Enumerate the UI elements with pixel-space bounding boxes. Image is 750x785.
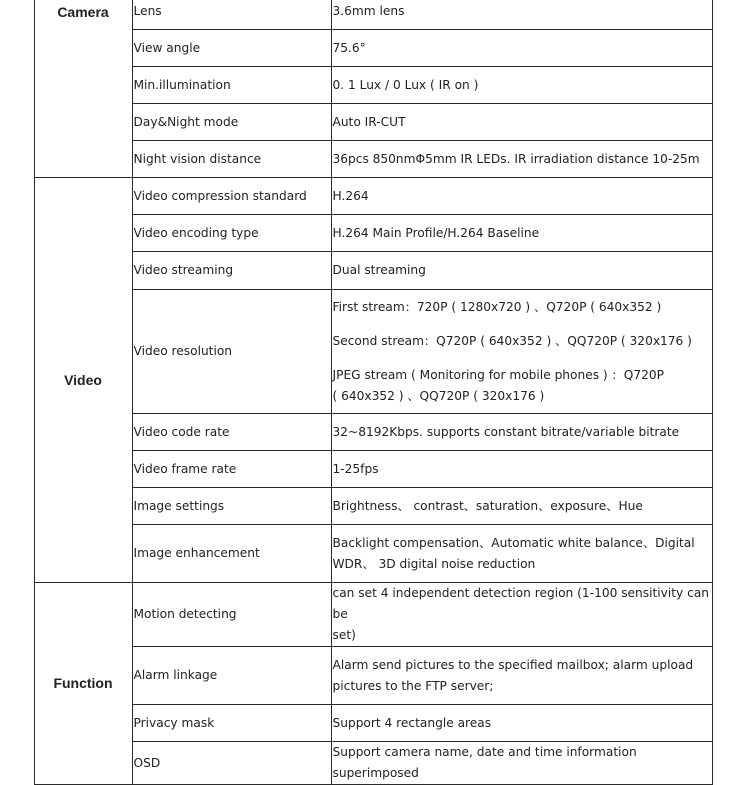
feature-label: Video encoding type [132, 215, 331, 252]
feature-label: Privacy mask [132, 705, 331, 742]
feature-label: Image settings [132, 488, 331, 525]
category-function: Function [34, 583, 132, 785]
table-row [0, 178, 712, 215]
feature-label: Night vision distance [132, 141, 331, 178]
feature-value: Dual streaming [331, 252, 712, 290]
feature-value: 32~8192Kbps. supports constant bitrate/variable bitrate [331, 414, 712, 451]
feature-label: Image enhancement [132, 525, 331, 583]
feature-value: 3.6mm lens [331, 0, 712, 30]
category-camera: Camera [34, 0, 132, 178]
feature-value: H.264 Main Profile/H.264 Baseline [331, 215, 712, 252]
feature-value: Backlight compensation、Automatic white balance、Digital WDR、 3D digital noise reduction [331, 525, 712, 583]
feature-value: Support camera name, date and time information superimposed [331, 742, 712, 785]
feature-label: View angle [132, 30, 331, 67]
feature-label: Video streaming [132, 252, 331, 290]
feature-value: 36pcs 850nmΦ5mm IR LEDs. IR irradiation distance 10-25m [331, 141, 712, 178]
feature-label: Day&Night mode [132, 104, 331, 141]
feature-value: Alarm send pictures to the specified mailbox; alarm upload pictures to the FTP server; [331, 647, 712, 705]
feature-value: Brightness、 contrast、saturation、exposure、Hue [331, 488, 712, 525]
table-row [0, 583, 712, 647]
feature-label: OSD [132, 742, 331, 785]
feature-value: First stream：720P ( 1280x720 ) 、Q720P ( 640x352 ) Second stream：Q720P ( 640x352 ) 、QQ720P ( 320x176 ) JPEG stream ( Monitoring for mobile phones ) ：Q720P ( 640x352 ) 、QQ720P ( 320x176 ) [331, 290, 712, 414]
feature-label: Alarm linkage [132, 647, 331, 705]
feature-value: 0. 1 Lux / 0 Lux ( IR on ) [331, 67, 712, 104]
category-video: Video [34, 178, 132, 583]
feature-value: Support 4 rectangle areas [331, 705, 712, 742]
feature-label: Video code rate [132, 414, 331, 451]
feature-label: Video compression standard [132, 178, 331, 215]
feature-value: H.264 [331, 178, 712, 215]
feature-label: Video resolution [132, 290, 331, 414]
feature-label: Lens [132, 0, 331, 30]
feature-label: Min.illumination [132, 67, 331, 104]
table-row [0, 0, 712, 30]
feature-value: can set 4 independent detection region (1-100 sensitivity can be set) [331, 583, 712, 647]
left-margin [0, 0, 34, 785]
feature-value: 75.6° [331, 30, 712, 67]
feature-value: 1-25fps [331, 451, 712, 488]
feature-label: Video frame rate [132, 451, 331, 488]
feature-value: Auto IR-CUT [331, 104, 712, 141]
feature-label: Motion detecting [132, 583, 331, 647]
